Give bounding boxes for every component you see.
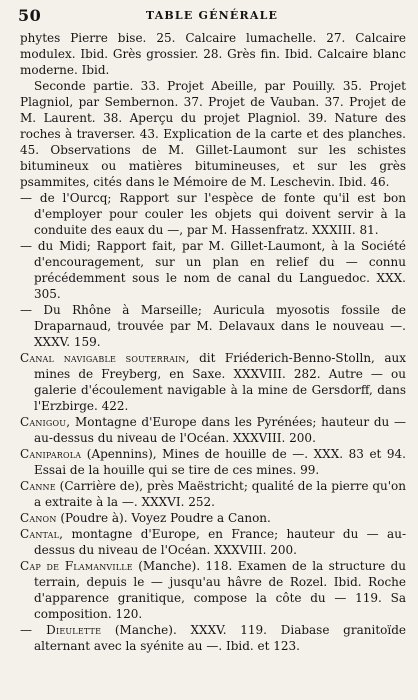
entry-heading: — Dieulette (20, 623, 102, 637)
page-header (18, 6, 406, 26)
index-entry: Caniparola (Apennins), Mines de houille de —. XXX. 83 et 94. Essai de la houille qui se tire de ces mines. 99. (20, 447, 406, 477)
index-entry: Cap de Flamanville (Manche). 118. Examen de la structure du terrain, depuis le — jusqu'au hâvre de Rozel. Ibid. Roche d'apparence granitique, compose la côte du — 119. Sa composition. 120. (20, 559, 406, 621)
entry-continuation: phytes Pierre bise. 25. Calcaire lumachelle. 27. Calcaire modulex. Ibid. Grès grossier. 28. Grès fin. Ibid. Calcaire blanc moderne. Ibid. (20, 31, 406, 77)
entry-heading: Cap de Flamanville (20, 559, 133, 573)
entry-heading: Canon (20, 511, 57, 525)
index-text (20, 30, 406, 654)
index-entry: Canon (Poudre à). Voyez Poudre a Canon. (20, 511, 271, 525)
entry-heading: Cantal, (20, 527, 64, 541)
index-entry: Canal navigable souterrain, dit Friéderich-Benno-Stolln, aux mines de Freyberg, en Saxe. XXXVIII. 282. Autre — ou galerie d'écoulement navigable à la mine de Gersdorff, dans l'Erzbirge. 422. (20, 351, 406, 413)
entry-heading: Canal navigable souterrain, (20, 351, 190, 365)
page-number: 50 (18, 6, 42, 25)
entry-heading: Canigou, (20, 415, 71, 429)
index-entry: — du Midi; Rapport fait, par M. Gillet-Laumont, à la Société d'encouragement, sur un plan en relief du — connu précédemment sous le nom de canal du Languedoc. XXX. 305. (20, 239, 406, 301)
index-entry: Canigou, Montagne d'Europe dans les Pyrénées; hauteur du — au-dessus du niveau de l'Océan. XXXVIII. 200. (20, 415, 406, 445)
index-entry: Canne (Carrière de), près Maëstricht; qualité de la pierre qu'on a extraite à la —. XXXVI. 252. (20, 479, 406, 509)
entry-heading: Canne (20, 479, 56, 493)
index-entry: — Dieulette (Manche). XXXV. 119. Diabase granitoïde alternant avec la syénite au —. Ibid. et 123. (20, 623, 406, 653)
entry-heading: Caniparola (20, 447, 82, 461)
index-entry: Cantal, montagne d'Europe, en France; hauteur du — au-dessus du niveau de l'Océan. XXXVIII. 200. (20, 527, 406, 557)
index-entry: — Du Rhône à Marseille; Auricula myosotis fossile de Draparnaud, trouvée par M. Delavaux dans le nouveau —. XXXV. 159. (20, 303, 406, 349)
index-entry: — de l'Ourcq; Rapport sur l'espèce de fonte qu'il est bon d'employer pour couler les objets qui doivent servir à la conduite des eaux du —, par M. Hassenfratz. XXXIII. 81. (20, 191, 406, 237)
entry-paragraph: Seconde partie. 33. Projet Abeille, par Pouilly. 35. Projet Plagniol, par Sembernon. 37. Projet de Vauban. 37. Projet de M. Laurent. 38. Aperçu du projet Plagniol. 39. Nature des roches à traverser. 43. Explication de la carte et des planches. 45. Observations de M. Gillet-Laumont sur les schistes bitumineux ou matières bitumineuses, et sur les grès psammites, cités dans le Mémoire de M. Leschevin. Ibid. 46. (20, 79, 406, 189)
running-title: TABLE GÉNÉRALE (145, 9, 279, 22)
